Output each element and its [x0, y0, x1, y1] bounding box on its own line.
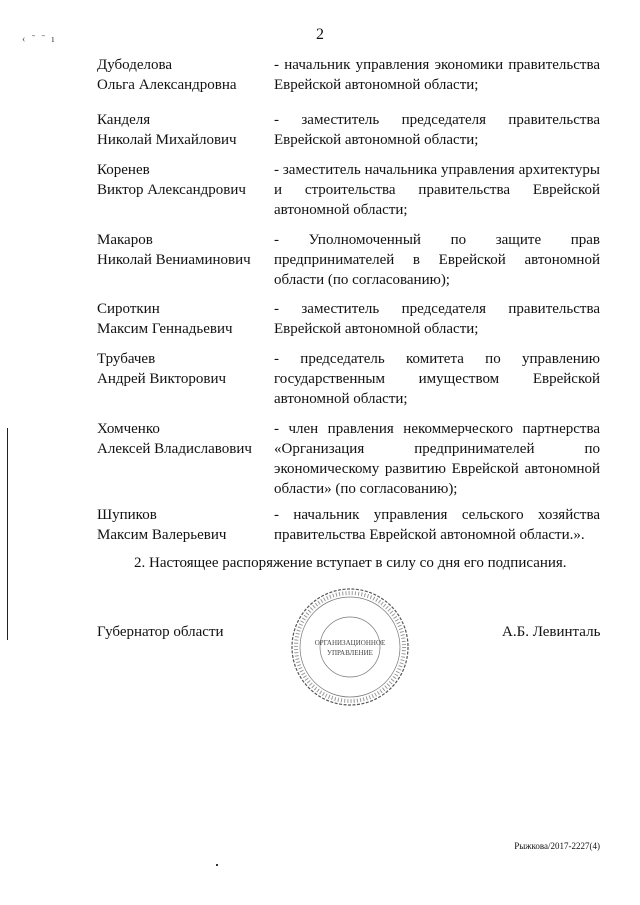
stamp-line-1: ОРГАНИЗАЦИОННОЕ [314, 639, 386, 647]
member-given-name: Виктор Александрович [97, 182, 246, 198]
member-given-name: Андрей Викторович [97, 371, 227, 387]
member-role: - Уполномоченный по защите прав предпринимателей в Еврейской автономной области (по согласованию); [274, 232, 600, 288]
member-role: - член правления некоммерческого партнерства «Организация предпринимателей по экономическому развитию Еврейской автономной области» (по согласованию); [274, 421, 600, 497]
margin-rule [7, 428, 8, 640]
member-given-name: Ольга Александровна [97, 77, 237, 93]
member-given-name: Алексей Владиславович [97, 441, 252, 457]
stamp-line-2: УПРАВЛЕНИЕ [327, 649, 373, 657]
member-surname: Коренев [97, 162, 150, 178]
member-role: - заместитель председателя правительства Еврейской автономной области; [274, 112, 600, 148]
member-name [97, 160, 277, 200]
corner-scan-mark: ‹ ˉ ˉ ı [22, 34, 57, 45]
member-name [97, 55, 277, 95]
member-given-name: Максим Геннадьевич [97, 321, 233, 337]
member-surname: Макаров [97, 232, 153, 248]
member-role: - председатель комитета по управлению государственным имуществом Еврейской автономной области; [274, 351, 600, 407]
member-name [97, 419, 277, 459]
member-name [97, 349, 277, 389]
member-surname: Трубачев [97, 351, 156, 367]
member-role: - начальник управления экономики правительства Еврейской автономной области; [274, 57, 600, 93]
member-name [97, 505, 277, 545]
member-role: - заместитель председателя правительства Еврейской автономной области; [274, 301, 600, 337]
page-number: 2 [316, 26, 324, 43]
member-surname: Сироткин [97, 301, 160, 317]
scan-speck [216, 864, 218, 866]
member-name [97, 230, 277, 270]
member-given-name: Николай Вениаминович [97, 252, 251, 268]
member-surname: Шупиков [97, 507, 157, 523]
member-given-name: Николай Михайлович [97, 132, 237, 148]
member-surname: Хомченко [97, 421, 160, 437]
signatory-title: Губернатор области [97, 624, 224, 640]
member-role: - заместитель начальника управления архитектуры и строительства правительства Еврейской автономной области; [274, 162, 600, 218]
member-given-name: Максим Валерьевич [97, 527, 227, 543]
member-surname: Канделя [97, 112, 151, 128]
signatory-name: А.Б. Левинталь [502, 624, 601, 640]
member-name [97, 110, 277, 150]
member-role: - начальник управления сельского хозяйства правительства Еврейской автономной области.». [274, 507, 600, 543]
member-name [97, 299, 277, 339]
member-surname: Дубоделова [97, 57, 173, 73]
clause-effective-date: 2. Настоящее распоряжение вступает в силу со дня его подписания. [134, 555, 567, 571]
official-stamp-seal [286, 583, 414, 711]
document-reference-code: Рыжкова/2017-2227(4) [514, 841, 600, 851]
